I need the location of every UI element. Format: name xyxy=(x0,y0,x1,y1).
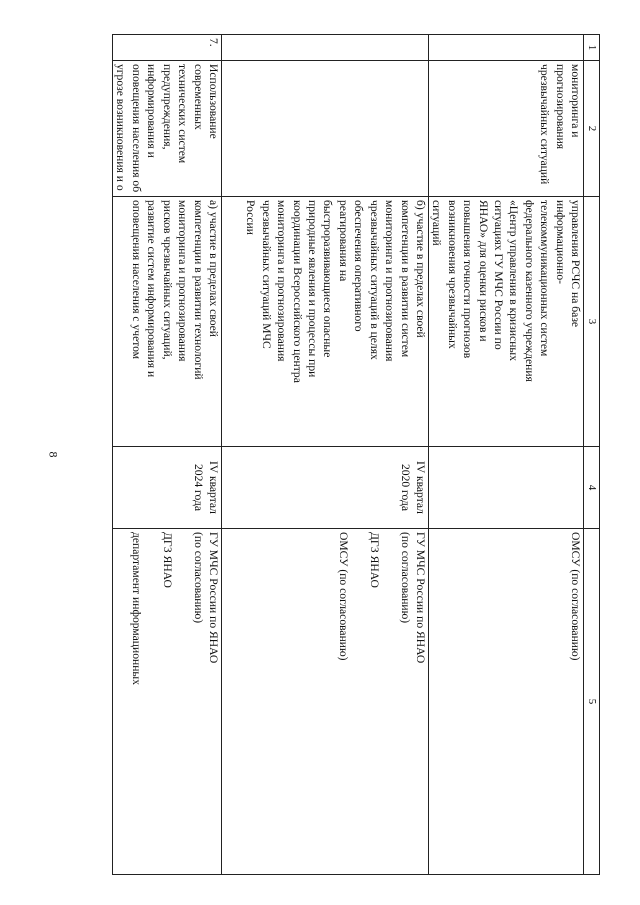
deadline-cell: IV квартал 2024 года xyxy=(113,447,222,529)
table-row xyxy=(113,35,222,875)
page-number: 8 xyxy=(46,451,61,458)
table-row xyxy=(221,35,428,875)
row-number-cell: 7. xyxy=(113,35,222,61)
measures-table xyxy=(112,34,600,875)
header-cell-2: 2 xyxy=(584,61,600,197)
header-cell-3: 3 xyxy=(584,197,600,447)
row-number-cell xyxy=(221,35,428,61)
row-number-cell xyxy=(428,35,583,61)
responsible-cell: ГУ МЧС России по ЯНАО (по согласованию) ДГЗ ЯНАО департамент информационных xyxy=(113,529,222,875)
responsible-cell: ГУ МЧС России по ЯНАО (по согласованию) ДГЗ ЯНАО ОМСУ (по согласованию) xyxy=(221,529,428,875)
rotated-page xyxy=(110,34,600,874)
action-cell: управления РСЧС на базе информационно- телекоммуникационных систем федерального казенного учреждения «Центр управления в кризисных ситуациях ГУ МЧС России по ЯНАО» для оценки рисков и повышения точности прогнозов возникновения чрезвычайных ситуаций xyxy=(428,197,583,447)
header-cell-1: 1 xyxy=(584,35,600,61)
measure-name-cell: Использование современных технических систем предупреждения, информирования и оповещения населения об угрозе возникновения и о xyxy=(113,61,222,197)
header-cell-4: 4 xyxy=(584,447,600,529)
measure-name-cell: мониторинга и прогнозирования чрезвычайных ситуаций xyxy=(428,61,583,197)
deadline-cell: IV квартал 2020 года xyxy=(221,447,428,529)
action-cell: б) участие в пределах своей компетенции в развитии систем мониторинга и прогнозирования чрезвычайных ситуаций в целях обеспечения оперативного реагирования на быстроразвивающиеся опасные природные явления и процессы при координации Всероссийского центра мониторинга и прогнозирования чрезвычайных ситуаций МЧС России xyxy=(221,197,428,447)
deadline-cell xyxy=(428,447,583,529)
table-header-row xyxy=(584,35,600,875)
action-cell: а) участие в пределах своей компетенции в развитии технологий мониторинга и прогнозирования рисков чрезвычайных ситуаций, развитие систем информирования и оповещения населения с учетом xyxy=(113,197,222,447)
responsible-cell: ОМСУ (по согласованию) xyxy=(428,529,583,875)
table-row xyxy=(428,35,583,875)
measure-name-cell xyxy=(221,61,428,197)
header-cell-5: 5 xyxy=(584,529,600,875)
